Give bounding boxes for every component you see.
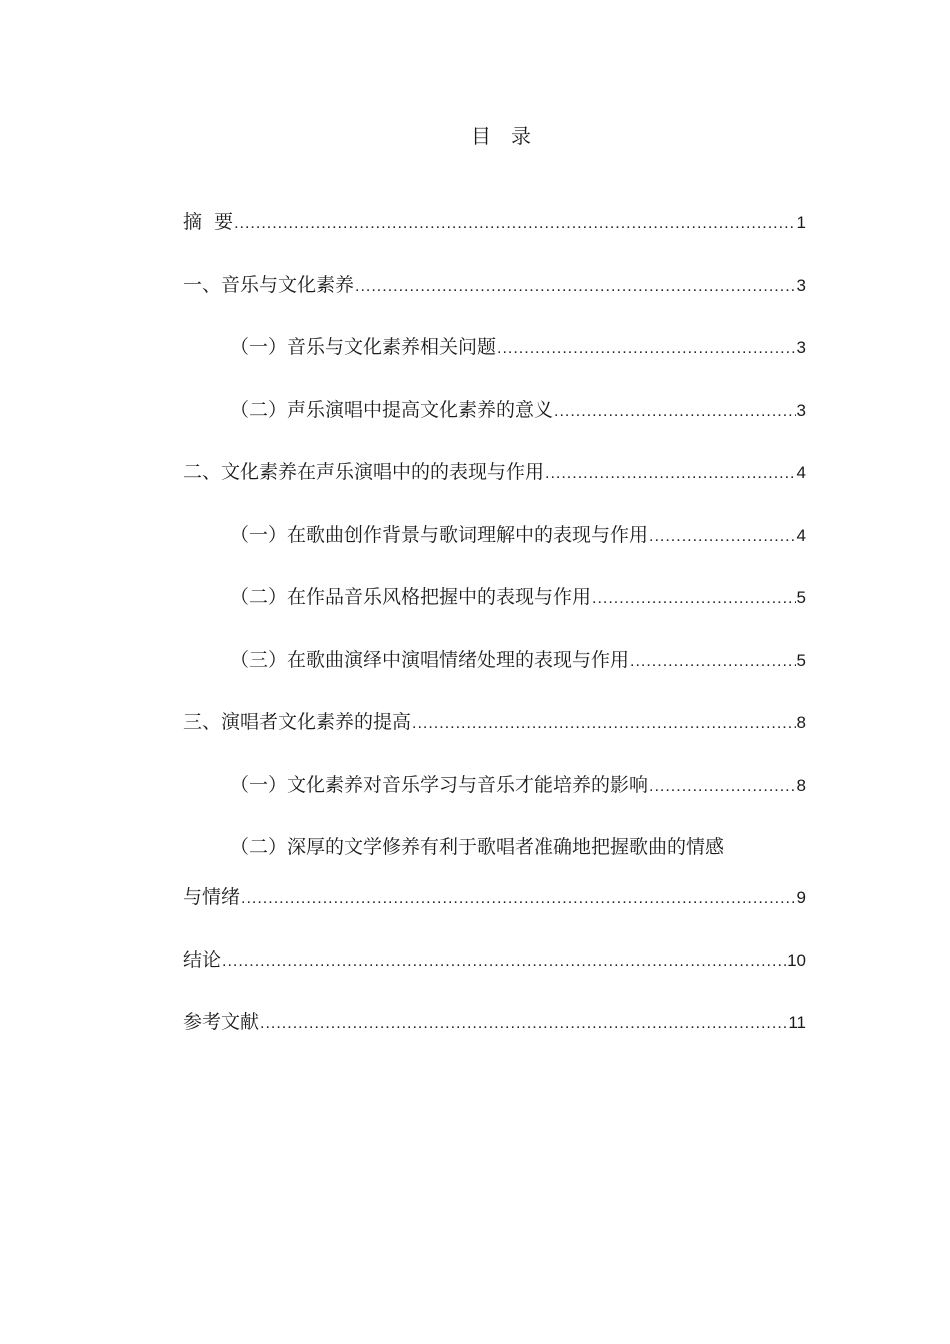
toc-entry-label: 结论	[183, 948, 222, 971]
toc-entry-section-3-1[interactable]	[183, 763, 806, 826]
toc-title-char-2: 录	[511, 124, 533, 148]
toc-entry-section-2[interactable]	[183, 450, 806, 513]
toc-entry-label: （一）音乐与文化素养相关问题	[230, 336, 497, 358]
toc-entry-page: 8	[796, 775, 806, 795]
toc-leader-dots	[649, 515, 796, 559]
toc-title	[0, 118, 950, 154]
toc-leader-dots	[545, 452, 796, 496]
toc-entry-page: 5	[796, 588, 806, 607]
toc-entry-page: 4	[796, 463, 806, 482]
toc-title-char-1: 目	[471, 124, 493, 148]
toc-entry-page: 3	[796, 400, 806, 420]
toc-entry-label: （一）文化素养对音乐学习与音乐才能培养的影响	[230, 773, 649, 796]
toc-entry-section-3[interactable]	[183, 700, 806, 763]
toc-entry-label: （二）深厚的文学修养有利于歌唱者准确地把握歌曲的情感	[230, 836, 725, 858]
toc-entry-section-2-3[interactable]	[183, 638, 806, 701]
toc-entry-label: 与情绪	[183, 886, 241, 908]
toc-leader-dots	[630, 640, 796, 684]
toc-entry-page: 9	[796, 888, 806, 907]
toc-leader-dots	[241, 877, 796, 921]
toc-entry-page: 1	[796, 213, 806, 232]
toc-entry-label: 三、演唱者文化素养的提高	[183, 711, 412, 733]
toc-entry-page: 3	[796, 275, 806, 295]
toc-entry-label: 参考文献	[183, 1011, 260, 1033]
toc-entry-section-1-2[interactable]	[183, 388, 806, 451]
toc-entry-section-3-2-line-2[interactable]	[183, 875, 806, 938]
toc-entry-label: （二）声乐演唱中提高文化素养的意义	[230, 398, 554, 421]
toc-entry-page: 10	[787, 950, 806, 970]
toc-entry-section-2-1[interactable]	[183, 513, 806, 576]
toc-entry-page: 3	[796, 338, 806, 357]
table-of-contents	[183, 200, 806, 1063]
toc-entry-section-1-1[interactable]	[183, 325, 806, 388]
toc-leader-dots	[649, 765, 796, 809]
toc-entry-conclusion[interactable]	[183, 938, 806, 1001]
toc-leader-dots	[412, 702, 796, 746]
toc-leader-dots	[554, 390, 796, 434]
toc-leader-dots	[592, 577, 796, 621]
toc-entry-section-2-2[interactable]	[183, 575, 806, 638]
toc-entry-section-3-2-line-1[interactable]	[183, 825, 806, 875]
toc-leader-dots	[222, 940, 786, 984]
toc-entry-page: 5	[796, 650, 806, 670]
toc-entry-page: 8	[796, 713, 806, 732]
toc-leader-dots	[355, 265, 796, 309]
toc-leader-dots	[234, 202, 795, 246]
toc-entry-label: （二）在作品音乐风格把握中的表现与作用	[230, 586, 592, 608]
toc-entry-label: 摘 要	[183, 211, 234, 233]
toc-entry-page: 11	[788, 1013, 806, 1032]
toc-leader-dots	[260, 1002, 787, 1046]
toc-entry-references[interactable]	[183, 1000, 806, 1063]
toc-entry-label: 一、音乐与文化素养	[183, 273, 355, 296]
toc-entry-label: （三）在歌曲演绎中演唱情绪处理的表现与作用	[230, 648, 630, 671]
toc-entry-label: 二、文化素养在声乐演唱中的的表现与作用	[183, 461, 545, 483]
toc-entry-abstract[interactable]	[183, 200, 806, 263]
toc-entry-page: 4	[796, 525, 806, 545]
toc-entry-section-1[interactable]	[183, 263, 806, 326]
toc-leader-dots	[497, 327, 796, 371]
toc-entry-label: （一）在歌曲创作背景与歌词理解中的表现与作用	[230, 523, 649, 546]
